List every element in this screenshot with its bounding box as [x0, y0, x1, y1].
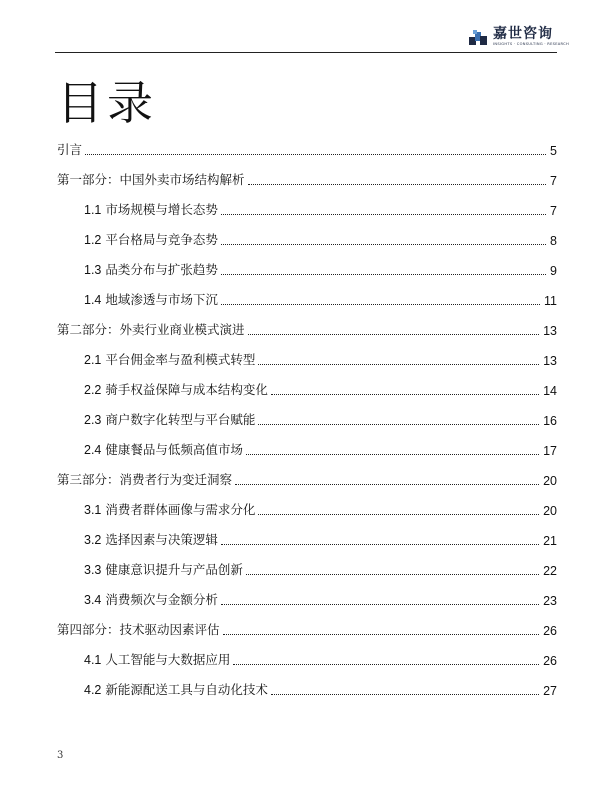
toc-entry-page: 11: [544, 294, 557, 308]
toc-dot-leader: [258, 514, 539, 515]
toc-entry-text: 选择因素与决策逻辑: [105, 532, 218, 547]
toc-entry-page: 5: [550, 144, 557, 158]
toc-entry-section[interactable]: [57, 320, 557, 338]
toc-entry-subsection[interactable]: [84, 680, 557, 698]
toc-entry-page: 20: [543, 504, 557, 518]
toc-entry-page: 21: [543, 534, 557, 548]
toc-entry-page: 16: [543, 414, 557, 428]
toc-entry-page: 9: [550, 264, 557, 278]
toc-entry-text: 消费频次与金额分析: [105, 592, 218, 607]
toc-entry-subsection[interactable]: [84, 260, 557, 278]
toc-entry-text: 第四部分：技术驱动因素评估: [57, 622, 220, 637]
toc-dot-leader: [221, 304, 540, 305]
toc-dot-leader: [221, 274, 546, 275]
toc-dot-leader: [221, 604, 539, 605]
toc-entry-label: [84, 560, 246, 578]
toc-entry-number: 1.2: [84, 233, 102, 247]
toc-entry-number: 2.3: [84, 413, 102, 427]
toc-entry-label: [84, 650, 233, 668]
toc-dot-leader: [221, 244, 546, 245]
toc-dot-leader: [246, 574, 539, 575]
toc-entry-label: [84, 500, 258, 518]
toc-entry-page: 8: [550, 234, 557, 248]
toc-entry-number: 3.3: [84, 563, 102, 577]
toc-dot-leader: [248, 334, 540, 335]
toc-dot-leader: [233, 664, 539, 665]
toc-entry-subsection[interactable]: [84, 530, 557, 548]
toc-entry-text: 健康餐品与低频高值市场: [105, 442, 243, 457]
toc-dot-leader: [223, 634, 540, 635]
toc-dot-leader: [221, 544, 539, 545]
toc-entry-number: 3.4: [84, 593, 102, 607]
toc-entry-text: 引言: [57, 142, 83, 157]
toc-entry-number: 2.2: [84, 383, 102, 397]
page-number: 3: [57, 750, 64, 761]
toc-entry-label: [84, 680, 271, 698]
company-logo: [468, 26, 569, 50]
toc-entry-subsection[interactable]: [84, 590, 557, 608]
toc-dot-leader: [235, 484, 539, 485]
toc-entry-number: 2.1: [84, 353, 102, 367]
toc-entry-label: [84, 530, 221, 548]
toc-entry-page: 20: [543, 474, 557, 488]
toc-entry-page: 14: [543, 384, 557, 398]
toc-entry-label: [84, 590, 221, 608]
toc-entry-page: 23: [543, 594, 557, 608]
toc-entry-label: [57, 170, 248, 188]
toc-entry-label: [84, 380, 271, 398]
toc-entry-subsection[interactable]: [84, 440, 557, 458]
toc-entry-section[interactable]: [57, 170, 557, 188]
toc-dot-leader: [246, 454, 539, 455]
toc-entry-subsection[interactable]: [84, 410, 557, 428]
toc-entry-section[interactable]: [57, 470, 557, 488]
toc-entry-text: 人工智能与大数据应用: [105, 652, 231, 667]
header-rule: [55, 52, 557, 53]
toc-entry-page: 26: [543, 654, 557, 668]
toc-dot-leader: [221, 214, 546, 215]
toc-entry-label: [84, 350, 258, 368]
toc-entry-label: [57, 140, 85, 158]
toc-entry-subsection[interactable]: [84, 650, 557, 668]
toc-entry-section[interactable]: [57, 140, 557, 158]
toc-entry-text: 消费者群体画像与需求分化: [105, 502, 256, 517]
toc-entry-subsection[interactable]: [84, 500, 557, 518]
toc-entry-page: 26: [543, 624, 557, 638]
toc-entry-label: [84, 440, 246, 458]
toc-dot-leader: [248, 184, 547, 185]
toc-entry-text: 商户数字化转型与平台赋能: [105, 412, 256, 427]
toc-entry-page: 7: [550, 174, 557, 188]
toc-title: 目录: [57, 76, 157, 130]
toc-entry-text: 品类分布与扩张趋势: [105, 262, 218, 277]
toc-entry-number: 4.1: [84, 653, 102, 667]
toc-entry-subsection[interactable]: [84, 380, 557, 398]
toc-entry-text: 市场规模与增长态势: [105, 202, 218, 217]
toc-entry-text: 第一部分：中国外卖市场结构解析: [57, 172, 245, 187]
toc-entry-number: 2.4: [84, 443, 102, 457]
toc-entry-number: 1.1: [84, 203, 102, 217]
toc-entry-label: [57, 320, 248, 338]
toc-dot-leader: [85, 154, 546, 155]
toc-entry-label: [84, 230, 221, 248]
toc-entry-number: 3.1: [84, 503, 102, 517]
toc-entry-section[interactable]: [57, 620, 557, 638]
toc-entry-page: 27: [543, 684, 557, 698]
toc-entry-text: 新能源配送工具与自动化技术: [105, 682, 268, 697]
toc-entry-number: 4.2: [84, 683, 102, 697]
toc-entry-page: 13: [543, 324, 557, 338]
toc-entry-label: [84, 260, 221, 278]
toc-dot-leader: [258, 424, 539, 425]
toc-entry-text: 第三部分：消费者行为变迁洞察: [57, 472, 233, 487]
toc-entry-text: 平台佣金率与盈利模式转型: [105, 352, 256, 367]
toc-entry-subsection[interactable]: [84, 200, 557, 218]
toc-entry-label: [84, 410, 258, 428]
toc-entry-number: 3.2: [84, 533, 102, 547]
toc-entry-number: 1.3: [84, 263, 102, 277]
toc-entry-subsection[interactable]: [84, 230, 557, 248]
toc-entry-subsection[interactable]: [84, 560, 557, 578]
toc-entry-label: [84, 200, 221, 218]
toc-entry-page: 13: [543, 354, 557, 368]
toc-entry-page: 7: [550, 204, 557, 218]
toc-entry-page: 17: [543, 444, 557, 458]
toc-entry-page: 22: [543, 564, 557, 578]
toc-entry-text: 地域渗透与市场下沉: [105, 292, 218, 307]
toc-dot-leader: [271, 394, 539, 395]
toc-entry-label: [57, 620, 223, 638]
logo-mark-icon: [468, 28, 488, 48]
toc-entry-text: 第二部分：外卖行业商业模式演进: [57, 322, 245, 337]
logo-subtext: INSIGHTS · CONSULTING · RESEARCH: [493, 42, 569, 46]
toc-dot-leader: [258, 364, 539, 365]
toc-dot-leader: [271, 694, 539, 695]
toc-entry-text: 健康意识提升与产品创新: [105, 562, 243, 577]
toc-entry-label: [84, 290, 221, 308]
toc-entry-subsection[interactable]: [84, 290, 557, 308]
toc-entry-text: 骑手权益保障与成本结构变化: [105, 382, 268, 397]
logo-text: 嘉世咨询: [493, 26, 553, 42]
toc-entry-label: [57, 470, 235, 488]
toc-entry-number: 1.4: [84, 293, 102, 307]
toc-entry-subsection[interactable]: [84, 350, 557, 368]
toc-entry-text: 平台格局与竞争态势: [105, 232, 218, 247]
